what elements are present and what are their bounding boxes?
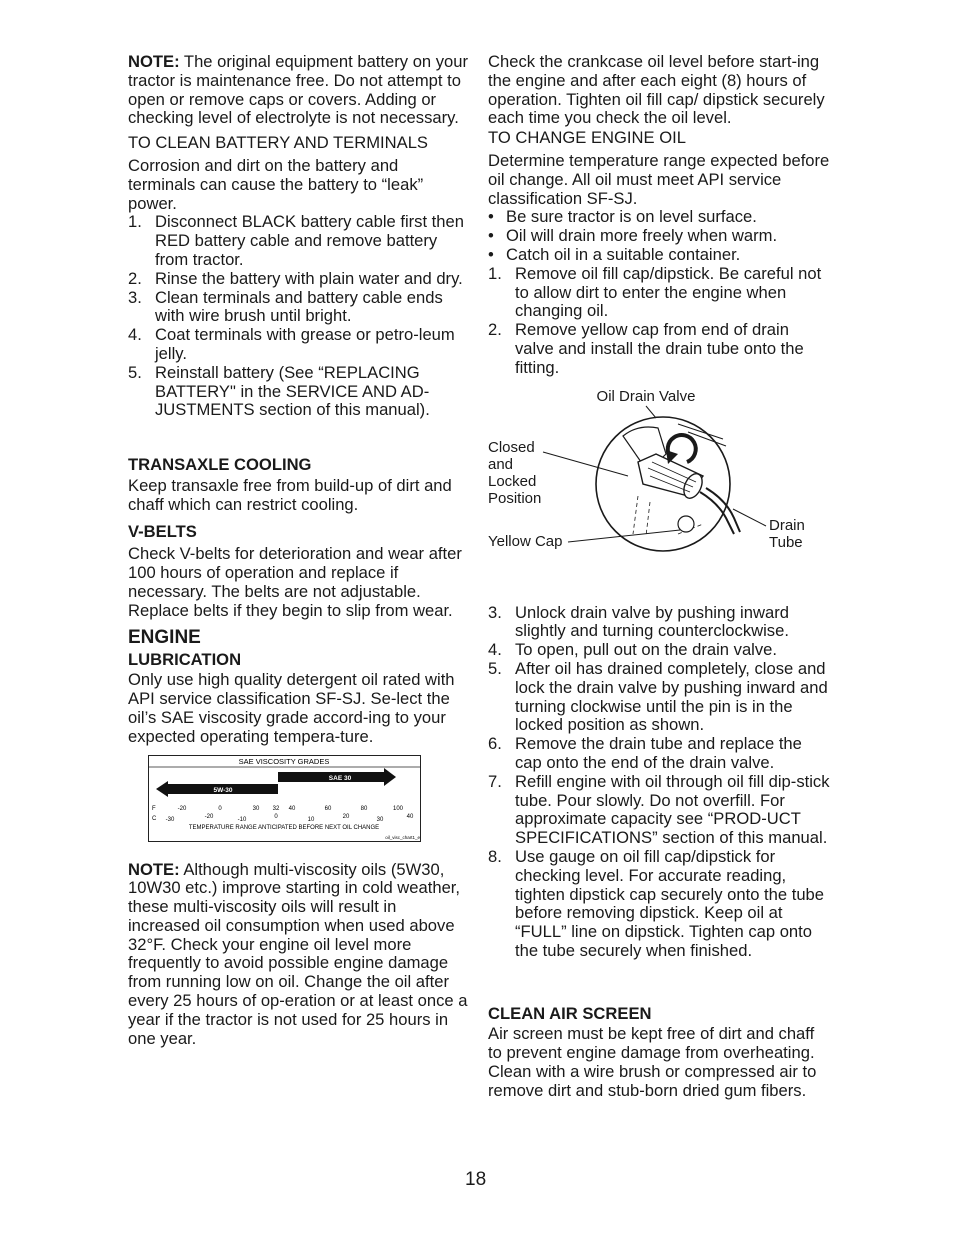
yellow-cap-part: [678, 516, 694, 532]
list-item: • Be sure tractor is on level surface.: [488, 207, 757, 227]
f-label: F: [152, 805, 156, 812]
vbelts-text: Check V-belts for deterioration and wear after 100 hours of operation and replace if necessary. The belts are not adjustable. Replace belts if they begin to slip from wear.: [128, 544, 462, 620]
list-item: 2. Remove yellow cap from end of drain valve and install the drain tube onto the fitting.: [488, 320, 804, 377]
list-item: • Oil will drain more freely when warm.: [488, 226, 778, 246]
list-item: 6. Remove the drain tube and replace the cap onto the end of the drain valve.: [488, 734, 802, 772]
note-label: NOTE:: [128, 859, 180, 879]
battery-steps: [128, 213, 470, 420]
label-closed-locked: Closed and Locked Position: [488, 438, 542, 507]
change-oil-intro: Determine temperature range expected before oil change. All oil must meet API service classification SF-SJ.: [488, 150, 830, 208]
lubrication-text: Only use high quality detergent oil rated with API service classification SF-SJ. Se-lect the oil’s SAE viscosity grade accord-ing to your expected operating tempera-ture.: [128, 670, 455, 746]
note-text: The original equipment battery on your tractor is maintenance free. Do not attempt to open or remove caps or covers. Adding or checking level of electrolyte is not necessary.: [128, 52, 469, 128]
chart-title: SAE VISCOSITY GRADES: [238, 756, 330, 766]
f-tick-label: 32: [272, 805, 280, 812]
transaxle-text: Keep transaxle free from build-up of dirt and chaff which can restrict cooling.: [128, 475, 452, 514]
c-tick-label: 20: [342, 813, 350, 820]
note-text: Although multi-viscosity oils (5W30, 10W30 etc.) improve starting in cold weather, these multi-viscosity oils will result in increased oil consumption when used above 32°F. Check your engine oil level more frequently to avoid possible engine damage from running low on oil. Change the oil after every 25 hours of op-eration or at least once a year if the tractor is not used for 25 hours in one year.: [128, 859, 468, 1048]
valve-illustration: [543, 406, 766, 551]
f-tick-label: 0: [218, 805, 222, 812]
list-item: 5. After oil has drained completely, close and lock the drain valve by pushing inward and turning clockwise until the pin is in the locked position as shown.: [488, 658, 828, 735]
air-screen-heading: CLEAN AIR SCREEN: [488, 1003, 652, 1023]
check-oil-text: Check the crankcase oil level before start-ing the engine and after each eight (8) hours of operation. Tighten oil fill cap/ dipstick securely each time you check the oil level.: [488, 52, 825, 128]
bar-sae30-label: SAE 30: [328, 774, 352, 782]
list-item: 4. Coat terminals with grease or petro-leum jelly.: [128, 325, 455, 363]
label-yellow-cap: Yellow Cap: [488, 532, 563, 550]
c-tick-label: -30: [165, 816, 175, 823]
list-item: 7. Refill engine with oil through oil fill dip-stick tube. Pour slowly. Do not overfill. For approximate capacity see “PROD-UCT SPECIFICATIONS” section of this manual.: [488, 771, 830, 848]
battery-note: [128, 53, 470, 128]
clean-battery-heading: TO CLEAN BATTERY AND TERMINALS: [128, 133, 428, 153]
label-oil-drain-valve: Oil Drain Valve: [596, 387, 696, 405]
left-column: [128, 53, 470, 1048]
chart-file-id: oil_visc_chart1_e: [385, 834, 420, 840]
list-item: 1. Remove oil fill cap/dipstick. Be careful not to allow dirt to enter the engine when changing oil.: [488, 263, 822, 321]
c-tick-label: -10: [237, 816, 247, 823]
c-tick-label: -20: [204, 813, 214, 820]
clean-battery-intro: Corrosion and dirt on the battery and terminals can cause the battery to “leak” power.: [128, 155, 424, 213]
label-drain-tube: Drain Tube: [769, 516, 805, 551]
oil-steps-a: [488, 265, 830, 378]
c-tick-label: 10: [307, 816, 315, 823]
f-tick-label: 40: [288, 805, 296, 812]
lubrication-heading: LUBRICATION: [128, 649, 242, 669]
page-number: 18: [465, 1169, 487, 1190]
f-tick-label: 80: [360, 805, 368, 812]
leader-drain-tube: [733, 509, 766, 526]
f-tick-label: 60: [324, 805, 332, 812]
leader-valve: [646, 406, 656, 418]
f-tick-label: -20: [177, 805, 187, 812]
list-item: 1. Disconnect BLACK battery cable first then RED battery cable and remove battery from tractor.: [128, 212, 464, 269]
chart-caption: TEMPERATURE RANGE ANTICIPATED BEFORE NEXT OIL CHANGE: [188, 824, 380, 831]
list-item: 5. Reinstall battery (See “REPLACING BATTERY" in the SERVICE AND AD-JUSTMENTS section of this manual).: [128, 362, 430, 420]
oil-drain-valve-figure: [488, 384, 830, 584]
c-tick-label: 40: [406, 813, 414, 820]
list-item: 4. To open, pull out on the drain valve.: [488, 640, 777, 660]
prep-bullets: [488, 208, 830, 264]
list-item: 2. Rinse the battery with plain water and dry.: [128, 268, 463, 288]
c-tick-label: 0: [274, 813, 278, 820]
list-item: 8. Use gauge on oil fill cap/dipstick for checking level. For accurate reading, tighten dipstick cap securely onto the tube before removing dipstick. Keep oil at “FULL” line on dipstick. Tighten cap onto the tube securely when finished.: [488, 846, 825, 960]
change-oil-heading: TO CHANGE ENGINE OIL: [488, 128, 686, 148]
bar-5w30-label: 5W-30: [213, 786, 233, 794]
list-item: 3. Clean terminals and battery cable ends with wire brush until bright.: [128, 287, 443, 326]
viscosity-chart: [148, 755, 421, 845]
f-tick-label: 100: [392, 805, 404, 812]
c-label: C: [152, 815, 157, 822]
oil-steps-b: [488, 604, 830, 961]
transaxle-heading: TRANSAXLE COOLING: [128, 455, 312, 475]
air-screen-text: Air screen must be kept free of dirt and chaff to prevent engine damage from overheating. Clean with a wire brush or compressed air to remove dirt and stub-born dried gum fibers.: [488, 1024, 817, 1100]
vbelts-heading: V-BELTS: [128, 521, 197, 541]
list-item: 3. Unlock drain valve by pushing inward slightly and turning counterclockwise.: [488, 602, 789, 641]
multi-viscosity-note: [128, 861, 470, 1049]
list-item: • Catch oil in a suitable container.: [488, 244, 741, 264]
right-column: [488, 53, 830, 1101]
f-tick-label: 30: [252, 805, 260, 812]
c-tick-label: 30: [376, 816, 384, 823]
note-label: NOTE:: [128, 52, 180, 71]
engine-heading: ENGINE: [128, 626, 201, 648]
